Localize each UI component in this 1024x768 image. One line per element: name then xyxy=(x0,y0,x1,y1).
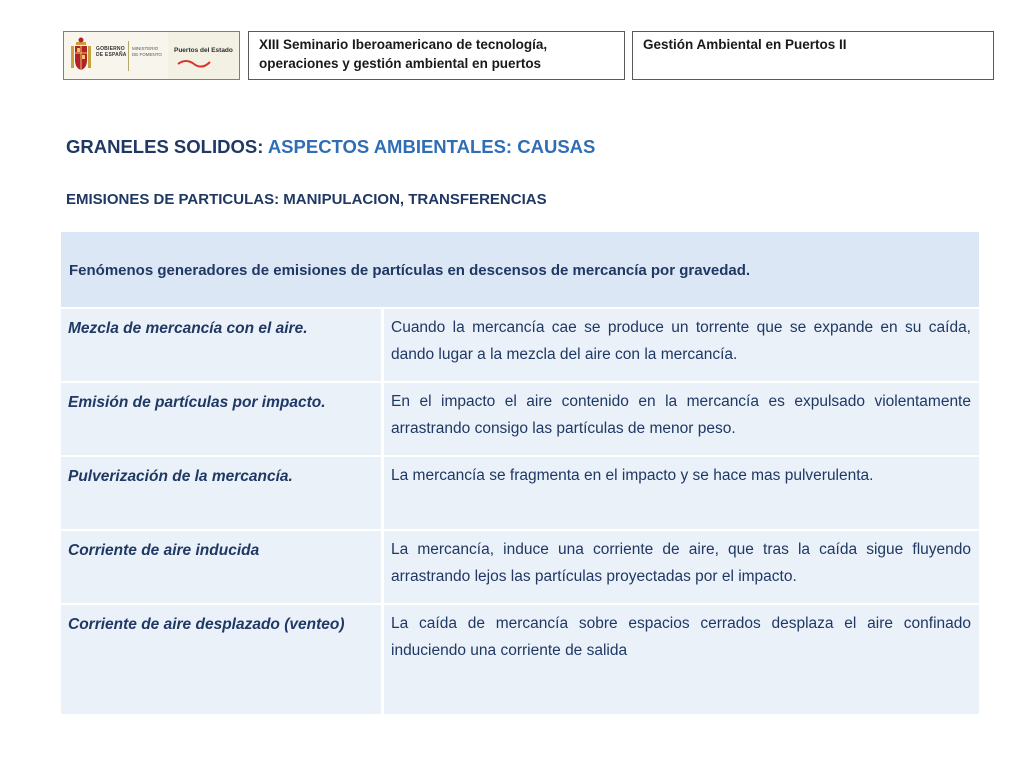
table-row-label: Emisión de partículas por impacto. xyxy=(61,383,381,455)
gobierno-text: GOBIERNO DE ESPAÑA xyxy=(96,46,127,58)
table-row-description: La mercancía, induce una corriente de aire, que tras la caída sigue fluyendo arrastrando lejos las partículas proyectadas por el impacto. xyxy=(384,531,979,603)
table-row-description: En el impacto el aire contenido en la mercancía es expulsado violentamente arrastrando consigo las partículas de menor peso. xyxy=(384,383,979,455)
table-row-description: Cuando la mercancía cae se produce un torrente que se expande en su caída, dando lugar a la mezcla del aire con la mercancía. xyxy=(384,309,979,381)
title-prefix: GRANELES SOLIDOS: xyxy=(66,136,264,157)
title-rest: ASPECTOS AMBIENTALES: CAUSAS xyxy=(263,136,596,157)
phenomena-table xyxy=(61,232,979,714)
table-row-label: Pulverización de la mercancía. xyxy=(61,457,381,529)
course-title-box: Gestión Ambiental en Puertos II xyxy=(632,31,994,80)
table-row-label: Corriente de aire desplazado (venteo) xyxy=(61,605,381,714)
puertos-swoosh-icon xyxy=(176,58,216,68)
table-row-description: La caída de mercancía sobre espacios cerrados desplaza el aire confinado induciendo una corriente de salida xyxy=(384,605,979,714)
coat-of-arms-icon xyxy=(69,36,93,74)
table-row-label: Corriente de aire inducida xyxy=(61,531,381,603)
table-row-label: Mezcla de mercancía con el aire. xyxy=(61,309,381,381)
ministerio-text: MINISTERIO DE FOMENTO xyxy=(132,46,162,57)
puertos-del-estado-text: Puertos del Estado xyxy=(174,47,233,54)
seminar-title-box: XIII Seminario Iberoamericano de tecnología, operaciones y gestión ambiental en puertos xyxy=(248,31,625,80)
table-header: Fenómenos generadores de emisiones de partículas en descensos de mercancía por gravedad. xyxy=(61,232,979,307)
government-logo xyxy=(63,31,240,80)
slide-subtitle: EMISIONES DE PARTICULAS: MANIPULACION, TRANSFERENCIAS xyxy=(66,191,547,208)
table-row-description: La mercancía se fragmenta en el impacto y se hace mas pulverulenta. xyxy=(384,457,979,529)
slide-title xyxy=(66,136,595,158)
